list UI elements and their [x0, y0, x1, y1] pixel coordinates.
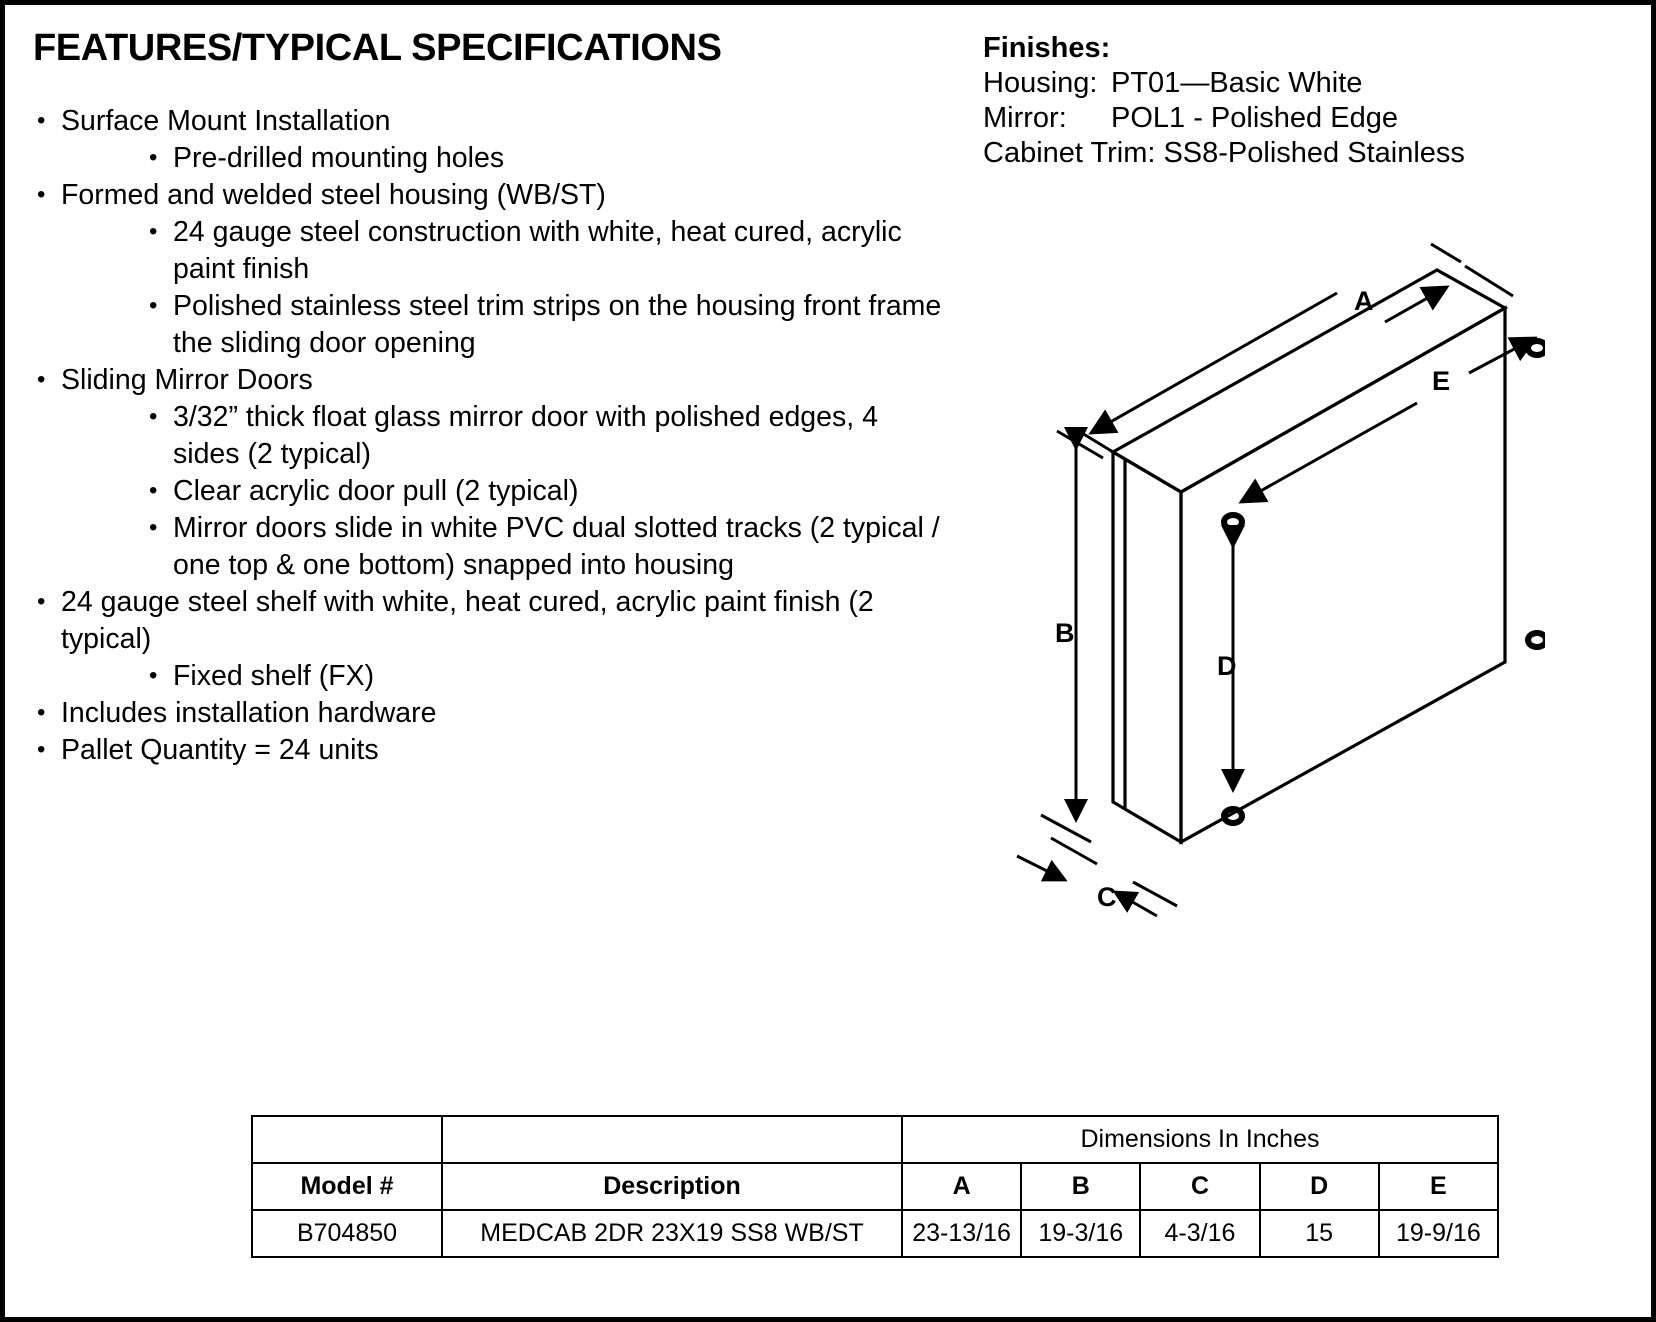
dimension-a — [1077, 244, 1461, 452]
list-item: • 24 gauge steel shelf with white, heat cured, acrylic paint finish (2 typical) — [31, 584, 947, 658]
cell-dim-d: 15 — [1260, 1210, 1379, 1257]
list-item: • Includes installation hardware — [31, 695, 947, 732]
cabinet-body — [1113, 270, 1505, 842]
finishes-label-mirror: Mirror: — [983, 102, 1067, 134]
cell-dim-a: 23-13/16 — [902, 1210, 1021, 1257]
finishes-value-cabinet-trim: SS8-Polished Stainless — [1163, 137, 1465, 169]
mounting-hole-bottom-left — [1224, 809, 1242, 823]
table-row — [252, 1210, 1498, 1257]
dimension-label-d: D — [1217, 651, 1237, 681]
finishes-row-housing — [983, 66, 1465, 101]
dimension-label-a: A — [1354, 286, 1374, 316]
list-item: • Sliding Mirror Doors — [31, 362, 947, 399]
cell-description: MEDCAB 2DR 23X19 SS8 WB/ST — [442, 1210, 902, 1257]
finishes-row-cabinet-trim — [983, 136, 1465, 171]
list-item: • Pre-drilled mounting holes — [143, 140, 947, 177]
table-group-header-row — [252, 1116, 1498, 1163]
table-blank-cell-description — [442, 1116, 902, 1163]
cell-model: B704850 — [252, 1210, 442, 1257]
cell-dim-c: 4-3/16 — [1140, 1210, 1259, 1257]
dimensions-table-wrapper — [251, 1115, 1499, 1258]
finishes-row-mirror — [983, 101, 1465, 136]
mounting-hole-bottom-right — [1528, 633, 1545, 647]
finishes-block — [983, 31, 1465, 171]
mounting-hole-top-right — [1528, 341, 1545, 355]
features-list — [27, 103, 947, 769]
table-group-header-dimensions: Dimensions In Inches — [902, 1116, 1498, 1163]
column-header-d: D — [1260, 1163, 1379, 1210]
cabinet-isometric-drawing — [945, 230, 1545, 920]
dimension-label-e: E — [1432, 366, 1451, 396]
list-item: • Polished stainless steel trim strips on the housing front frame the sliding door opening — [143, 288, 947, 362]
list-item: • Pallet Quantity = 24 units — [31, 732, 947, 769]
column-header-c: C — [1140, 1163, 1259, 1210]
dimension-label-b: B — [1055, 618, 1075, 648]
dimensions-table — [251, 1115, 1499, 1258]
list-item: • 3/32” thick float glass mirror door with polished edges, 4 sides (2 typical) — [143, 399, 947, 473]
mounting-hole-top-left — [1224, 515, 1242, 529]
column-header-e: E — [1379, 1163, 1498, 1210]
finishes-label-cabinet-trim: Cabinet Trim: — [983, 137, 1156, 169]
finishes-heading: Finishes: — [983, 32, 1111, 64]
column-header-a: A — [902, 1163, 1021, 1210]
page-title: FEATURES/TYPICAL SPECIFICATIONS — [33, 27, 722, 69]
list-item: • Formed and welded steel housing (WB/ST) — [31, 177, 947, 214]
list-item: • Clear acrylic door pull (2 typical) — [143, 473, 947, 510]
list-item: • Fixed shelf (FX) — [143, 658, 947, 695]
cell-dim-b: 19-3/16 — [1021, 1210, 1140, 1257]
finishes-value-mirror: POL1 - Polished Edge — [1111, 102, 1398, 134]
dimension-label-c: C — [1097, 882, 1117, 912]
list-item: • 24 gauge steel construction with white, heat cured, acrylic paint finish — [143, 214, 947, 288]
list-item: • Mirror doors slide in white PVC dual slotted tracks (2 typical / one top & one bottom) snapped into housing — [143, 510, 947, 584]
table-blank-cell-model — [252, 1116, 442, 1163]
finishes-value-housing: PT01—Basic White — [1111, 67, 1363, 99]
list-item: • Surface Mount Installation — [31, 103, 947, 140]
cell-dim-e: 19-9/16 — [1379, 1210, 1498, 1257]
column-header-b: B — [1021, 1163, 1140, 1210]
column-header-description: Description — [442, 1163, 902, 1210]
finishes-label-housing: Housing: — [983, 67, 1098, 99]
table-header-row — [252, 1163, 1498, 1210]
column-header-model: Model # — [252, 1163, 442, 1210]
